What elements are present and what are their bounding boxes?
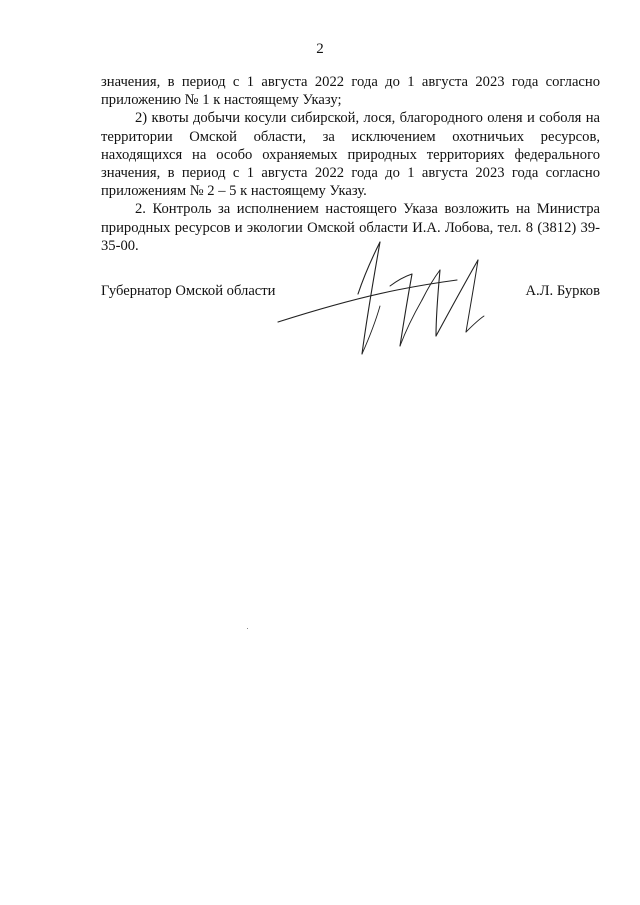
signatory-name: А.Л. Бурков <box>525 283 600 299</box>
handwritten-signature-icon <box>272 236 502 366</box>
signatory-title: Губернатор Омской области <box>101 283 276 299</box>
paragraph-control: 2. Контроль за исполнением настоящего Указа возложить на Министра природных ресурсов и экологии Омской области И.А. Лобова, тел. 8 (3812) 39-35-00. <box>101 201 600 254</box>
scan-speck <box>247 628 248 629</box>
page-number: 2 <box>316 41 324 57</box>
paragraph-continuation: значения, в период с 1 августа 2022 года до 1 августа 2023 года согласно приложению № 1 к настоящему Указу; <box>101 74 600 109</box>
body-text <box>101 73 600 255</box>
paragraph-quotas: 2) квоты добычи косули сибирской, лося, благородного оленя и соболя на территории Омской области, за исключением охотничьих ресурсов, находящихся на особо охраняемых природных территориях федерального значения, в период с 1 августа 2022 года до 1 августа 2023 года согласно приложениям № 2 – 5 к настоящему Указу. <box>101 110 600 200</box>
